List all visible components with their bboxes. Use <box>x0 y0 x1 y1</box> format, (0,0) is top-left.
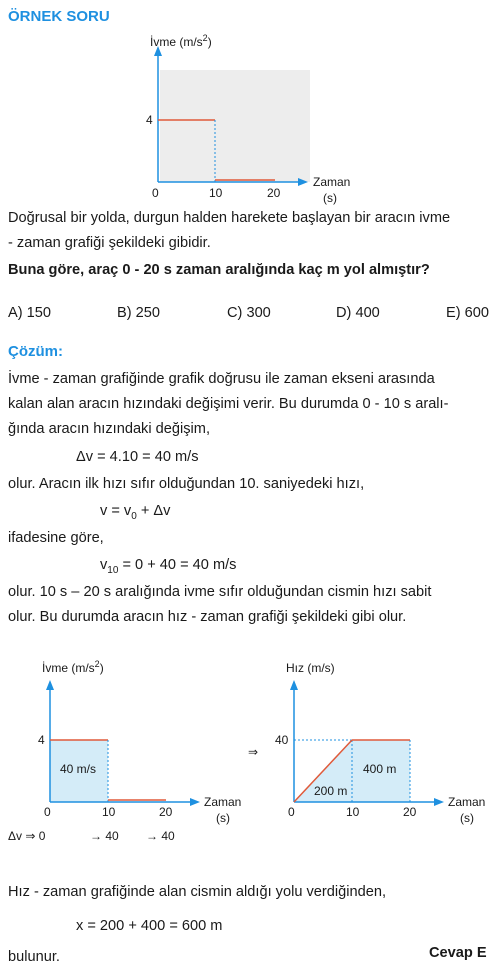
option-c[interactable]: C) 300 <box>227 305 271 321</box>
equation-1: Δv = 4.10 = 40 m/s <box>76 449 199 465</box>
option-b[interactable]: B) 250 <box>117 305 160 321</box>
option-e[interactable]: E) 600 <box>446 305 489 321</box>
x-axis-label: Zaman <box>313 175 351 189</box>
g3-x-axis-unit: (s) <box>460 811 474 825</box>
y-tick-4: 4 <box>146 113 153 127</box>
solution-heading: Çözüm: <box>8 343 63 360</box>
example-heading: ÖRNEK SORU <box>8 8 110 25</box>
g2-x-tick-20: 20 <box>159 805 173 819</box>
option-a[interactable]: A) 150 <box>8 305 51 321</box>
x-axis-unit: (s) <box>323 191 337 205</box>
equation-3: $v_{10} = 0 + 40 = 40$ m/s <box>100 557 237 576</box>
g3-y-tick-40: 40 <box>275 733 289 747</box>
x-tick-0: 0 <box>152 186 159 200</box>
solution-line-6: olur. 10 s – 20 s aralığında ivme sıfır olduğundan cismin hızı sabit <box>8 584 432 600</box>
g3-y-axis-label: Hız (m/s) <box>286 661 335 675</box>
implies-arrow: ⇒ <box>248 745 259 759</box>
g2-y-tick-4: 4 <box>38 733 45 747</box>
g2-area-label: 40 m/s <box>60 762 97 776</box>
question-bold: Buna göre, araç 0 - 20 s zaman aralığında kaç m yol almıştır? <box>8 262 430 278</box>
g3-area1-label: 200 m <box>314 784 348 798</box>
solution-line-5: ifadesine göre, <box>8 530 104 546</box>
x-tick-10: 10 <box>209 186 223 200</box>
g3-x-tick-0: 0 <box>288 805 295 819</box>
option-d[interactable]: D) 400 <box>336 305 380 321</box>
solution-line-1: İvme - zaman grafiğinde grafik doğrusu ile zaman ekseni arasında <box>8 371 435 387</box>
final-line: Hız - zaman grafiğinde alan cismin aldığı yolu verdiğinden, <box>8 884 387 900</box>
question-line-2: - zaman grafiği şekildeki gibidir. <box>8 235 211 251</box>
dv-arrow-10: → 40 <box>90 829 119 843</box>
y-axis-label: İvme $(m/s^2)$ <box>150 33 212 49</box>
g2-x-axis-unit: (s) <box>216 811 230 825</box>
last-line: bulunur. <box>8 949 60 965</box>
g3-x-tick-10: 10 <box>346 805 360 819</box>
answer-label: Cevap E <box>429 945 487 961</box>
g2-x-tick-0: 0 <box>44 805 51 819</box>
g2-y-axis-label: İvme $(m/s^2)$ <box>42 659 104 675</box>
solution-line-2: kalan alan aracın hızındaki değişimi verir. Bu durumda 0 - 10 s aralı- <box>8 396 449 412</box>
solution-line-4: olur. Aracın ilk hızı sıfır olduğundan 10. saniyedeki hızı, <box>8 476 365 492</box>
equation-4: x = 200 + 400 = 600 m <box>76 918 223 934</box>
question-line-1: Doğrusal bir yolda, durgun halden harekete başlayan bir aracın ivme <box>8 210 451 226</box>
x-tick-20: 20 <box>267 186 281 200</box>
g3-x-axis-label: Zaman <box>448 795 486 809</box>
g3-x-tick-20: 20 <box>403 805 417 819</box>
equation-2: $v = v_0 + \Delta v$ <box>100 503 171 522</box>
g2-x-axis-label: Zaman <box>204 795 242 809</box>
g3-area2-label: 400 m <box>363 762 397 776</box>
solution-line-7: olur. Bu durumda aracın hız - zaman grafiği şekildeki gibi olur. <box>8 609 407 625</box>
g2-x-tick-10: 10 <box>102 805 116 819</box>
dv-label: Δv ⇒ 0 <box>8 829 46 843</box>
dv-arrow-20: → 40 <box>146 829 175 843</box>
solution-line-3: ğında aracın hızındaki değişim, <box>8 421 210 437</box>
